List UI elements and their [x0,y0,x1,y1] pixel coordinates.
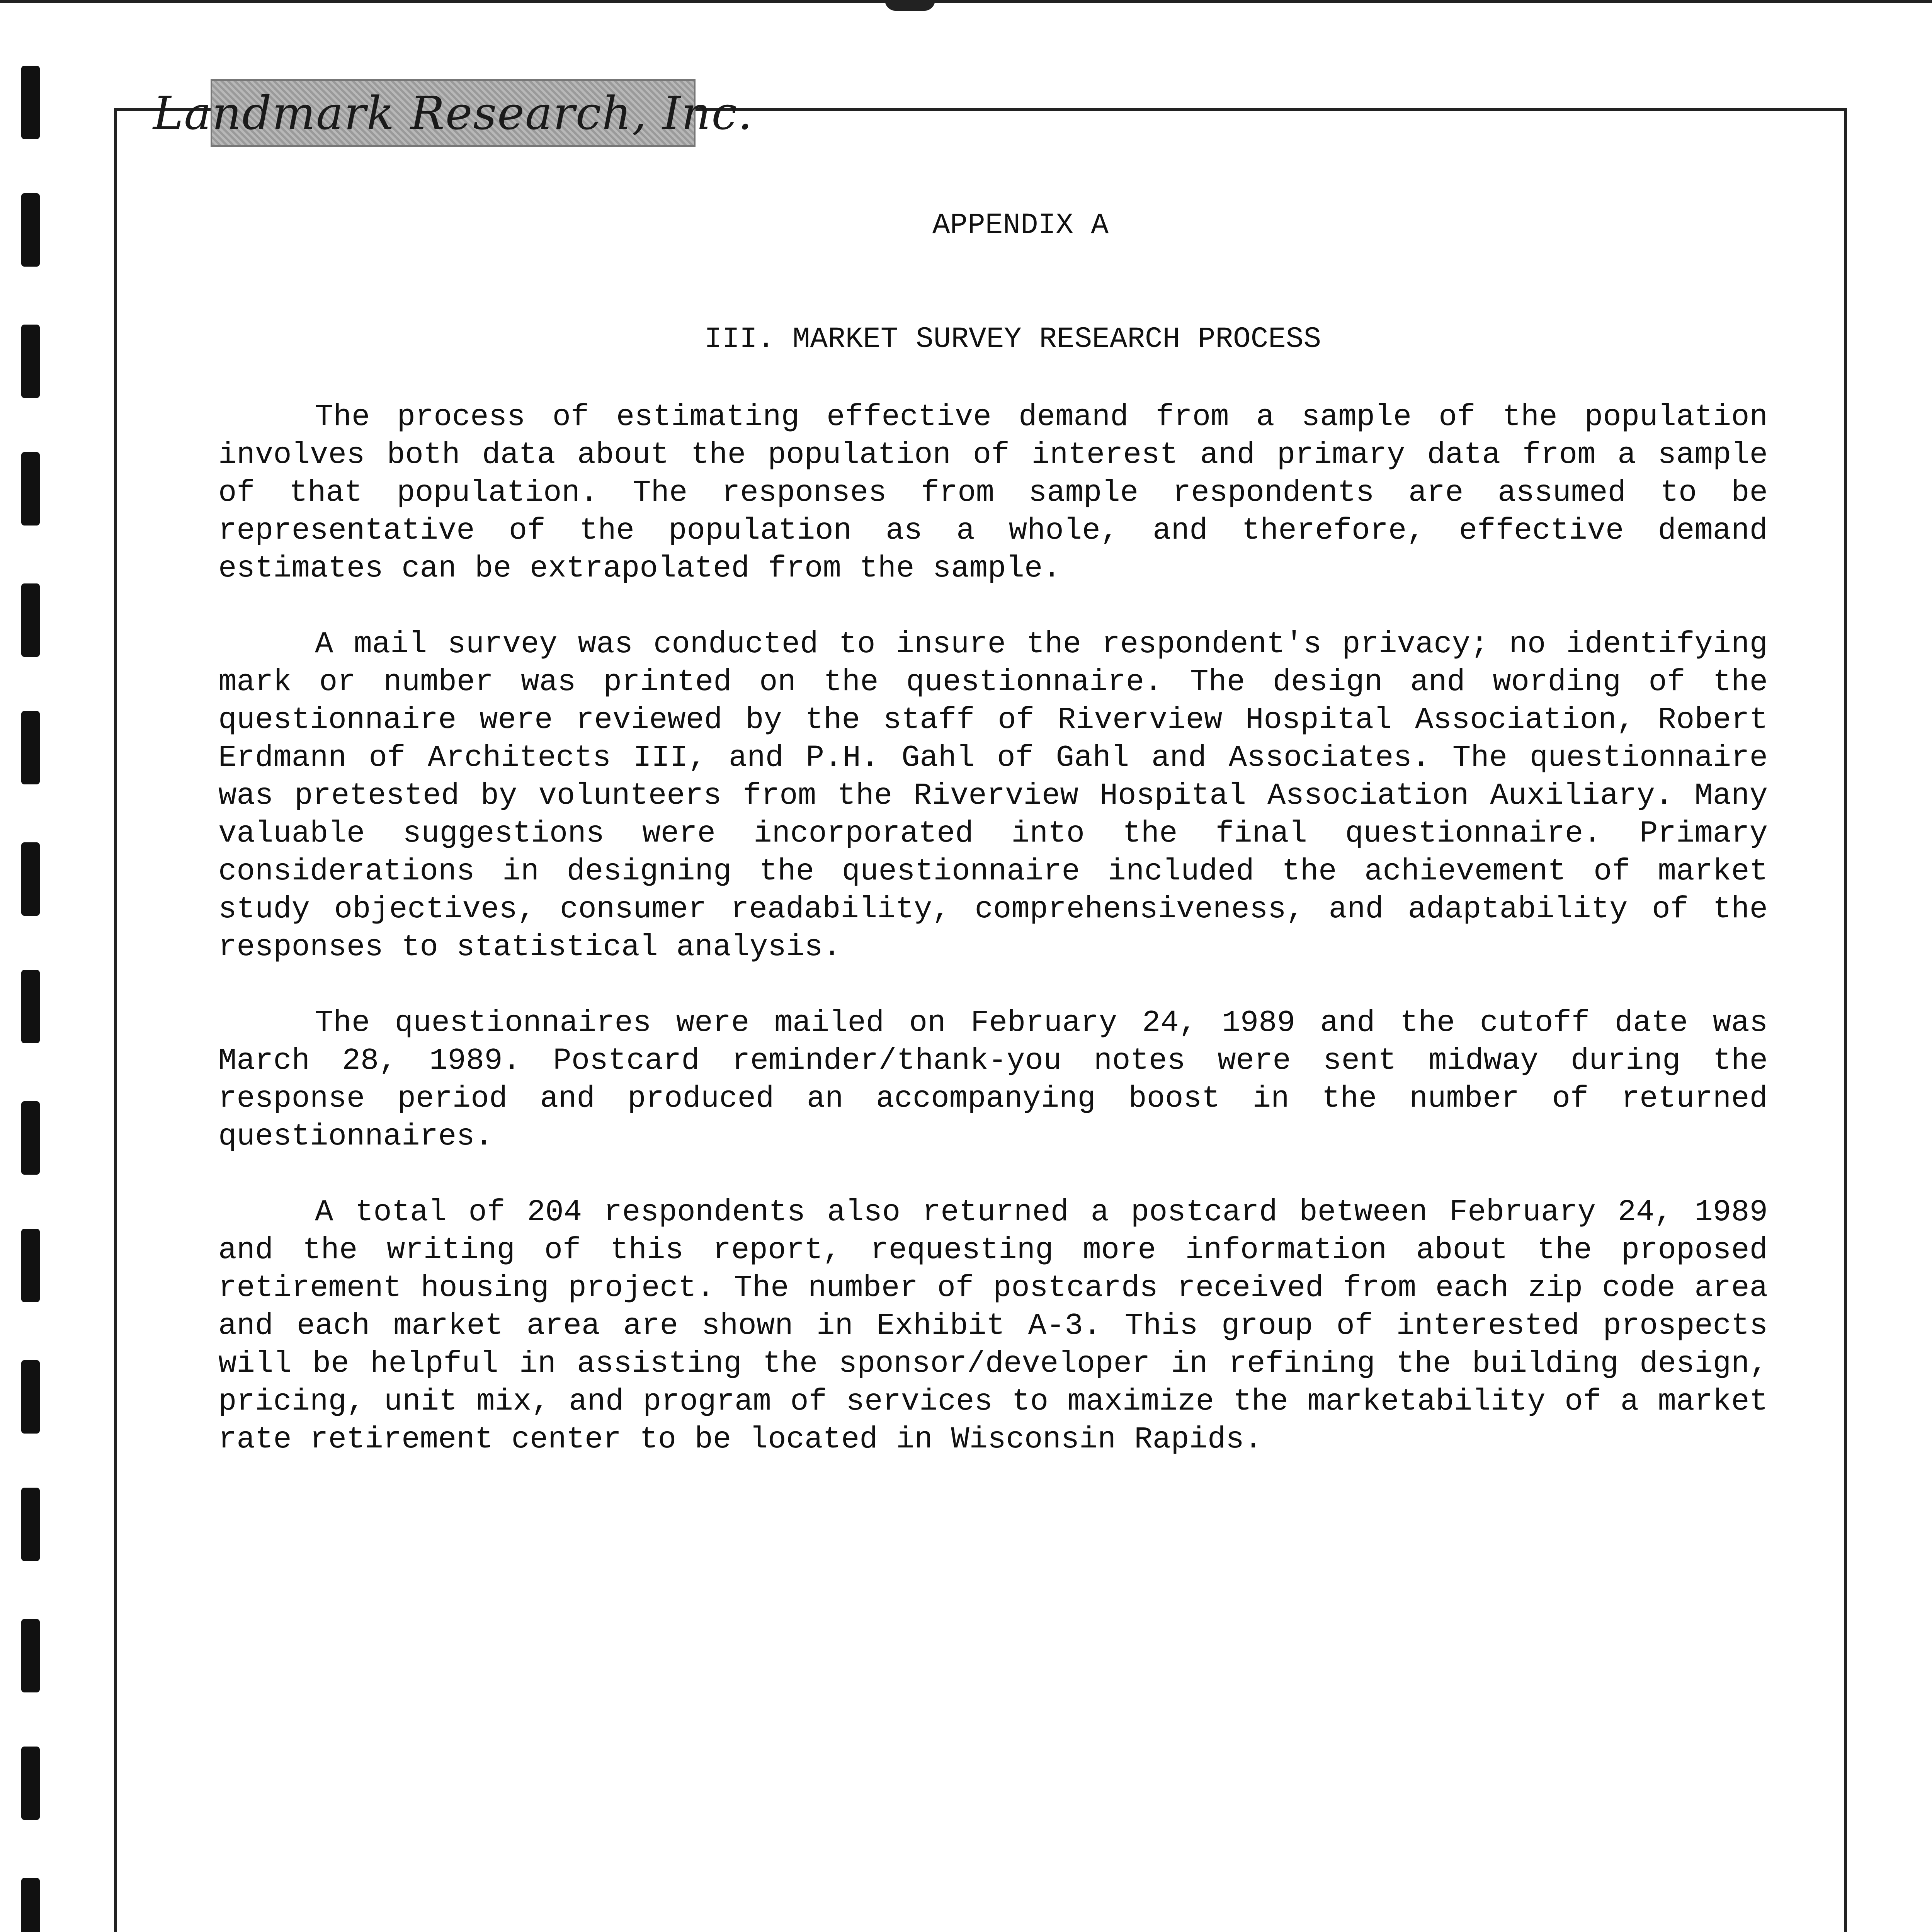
binding-hole [21,842,40,916]
appendix-title: APPENDIX A [932,209,1109,242]
binding-hole [21,452,40,526]
binding-hole [21,1101,40,1175]
company-logo-text: Landmark Research, Inc. [153,86,753,140]
top-edge-notch [885,0,935,11]
company-logo [153,79,753,147]
binding-hole [21,66,40,139]
paragraph-estimating-demand: The process of estimating effective demand from a sample of the population involves both data about the population of interest and primary data from a sample of that population. The responses from sample respondents are assumed to be representative of the population as a whole, and therefore, effective demand estimates can be extrapolated from the sample. [218,400,1768,586]
paragraph-mailing-dates: The questionnaires were mailed on February 24, 1989 and the cutoff date was March 28, 1989. Postcard reminder/thank-you notes were sent midway during the response period and produced an accompanying boost in the number of returned questionnaires. [218,1005,1768,1154]
binding-hole [21,970,40,1043]
binding-hole [21,711,40,784]
section-title: III. MARKET SURVEY RESEARCH PROCESS [704,323,1321,356]
body-text [218,398,1768,1496]
paragraph-postcards: A total of 204 respondents also returned a postcard between February 24, 1989 and the writing of this report, requesting more information about the proposed retirement housing project. The number of postcards received from each zip code area and each market area are shown in Exhibit A-3. This group of interested prospects will be helpful in assisting the sponsor/developer in refining the building design, pricing, unit mix, and program of services to maximize the marketability of a market rate retirement center to be located in Wisconsin Rapids. [218,1195,1768,1457]
binding-hole [21,1619,40,1692]
paragraph-mail-survey: A mail survey was conducted to insure the respondent's privacy; no identifying mark or number was printed on the questionnaire. The design and wording of the questionnaire were reviewed by the staff of Riverview Hospital Association, Robert Erdmann of Architects III, and P.H. Gahl of Gahl and Associates. The questionnaire was pretested by volunteers from the Riverview Hospital Association Auxiliary. Many valuable suggestions were incorporated into the final questionnaire. Primary considerations in designing the questionnaire included the achievement of market study objectives, consumer readability, comprehensiveness, and adaptability of the responses to statistical analysis. [218,627,1768,964]
binding-hole [21,1360,40,1434]
binding-hole [21,1229,40,1302]
top-edge-rule [0,0,1932,3]
binding-hole [21,583,40,657]
binding-hole [21,1747,40,1820]
binding-hole [21,1488,40,1561]
binding-hole [21,1878,40,1932]
